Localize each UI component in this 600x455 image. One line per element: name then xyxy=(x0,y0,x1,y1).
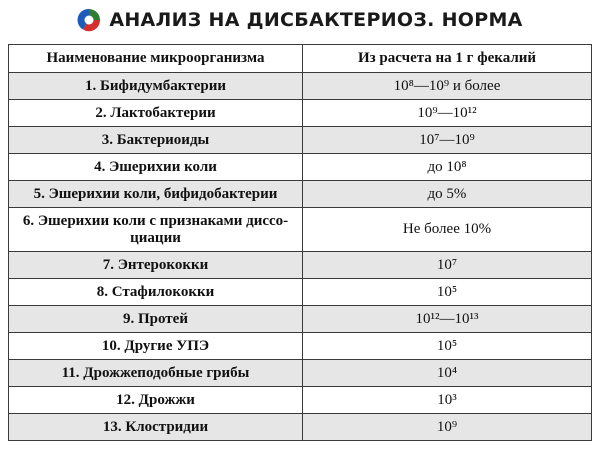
organism-name: 13. Клостридии xyxy=(9,414,303,441)
table-row xyxy=(9,127,592,154)
organism-name: 6. Эшерихии коли с признаками диссо-циации xyxy=(9,208,303,252)
organism-name: 9. Протей xyxy=(9,306,303,333)
norm-value: 10⁹ xyxy=(303,414,592,441)
table-row xyxy=(9,252,592,279)
norm-value: 10⁸—10⁹ и более xyxy=(303,73,592,100)
organism-name: 2. Лактобактерии xyxy=(9,100,303,127)
organism-name: 7. Энтерококки xyxy=(9,252,303,279)
table-row xyxy=(9,360,592,387)
norm-value: 10⁴ xyxy=(303,360,592,387)
norm-value: 10¹²—10¹³ xyxy=(303,306,592,333)
organism-name: 12. Дрожжи xyxy=(9,387,303,414)
organism-name: 5. Эшерихии коли, бифидобактерии xyxy=(9,181,303,208)
norm-value: 10⁹—10¹² xyxy=(303,100,592,127)
table-row xyxy=(9,181,592,208)
norm-value: 10⁵ xyxy=(303,279,592,306)
norms-table xyxy=(8,44,592,441)
table-row xyxy=(9,208,592,252)
norm-value: 10⁷—10⁹ xyxy=(303,127,592,154)
norm-value: 10⁷ xyxy=(303,252,592,279)
table-row xyxy=(9,154,592,181)
table-header-row xyxy=(9,45,592,73)
tricolor-swirl-logo-icon xyxy=(77,8,101,32)
organism-name: 11. Дрожжеподобные грибы xyxy=(9,360,303,387)
norm-value: Не более 10% xyxy=(303,208,592,252)
organism-name: 3. Бактериоиды xyxy=(9,127,303,154)
table-row xyxy=(9,414,592,441)
table-row xyxy=(9,333,592,360)
column-header-amount: Из расчета на 1 г фекалий xyxy=(303,45,592,73)
table-row xyxy=(9,387,592,414)
title-row xyxy=(0,0,600,40)
table-row xyxy=(9,100,592,127)
organism-name: 4. Эшерихии коли xyxy=(9,154,303,181)
norm-value: 10⁵ xyxy=(303,333,592,360)
page-title: АНАЛИЗ НА ДИСБАКТЕРИОЗ. НОРМА xyxy=(109,9,523,31)
norm-value: до 10⁸ xyxy=(303,154,592,181)
organism-name: 8. Стафилококки xyxy=(9,279,303,306)
table-row xyxy=(9,306,592,333)
organism-name: 1. Бифидумбактерии xyxy=(9,73,303,100)
table-row xyxy=(9,73,592,100)
column-header-organism: Наименование микроорганизма xyxy=(9,45,303,73)
organism-name: 10. Другие УПЭ xyxy=(9,333,303,360)
norm-value: до 5% xyxy=(303,181,592,208)
table-row xyxy=(9,279,592,306)
norm-value: 10³ xyxy=(303,387,592,414)
